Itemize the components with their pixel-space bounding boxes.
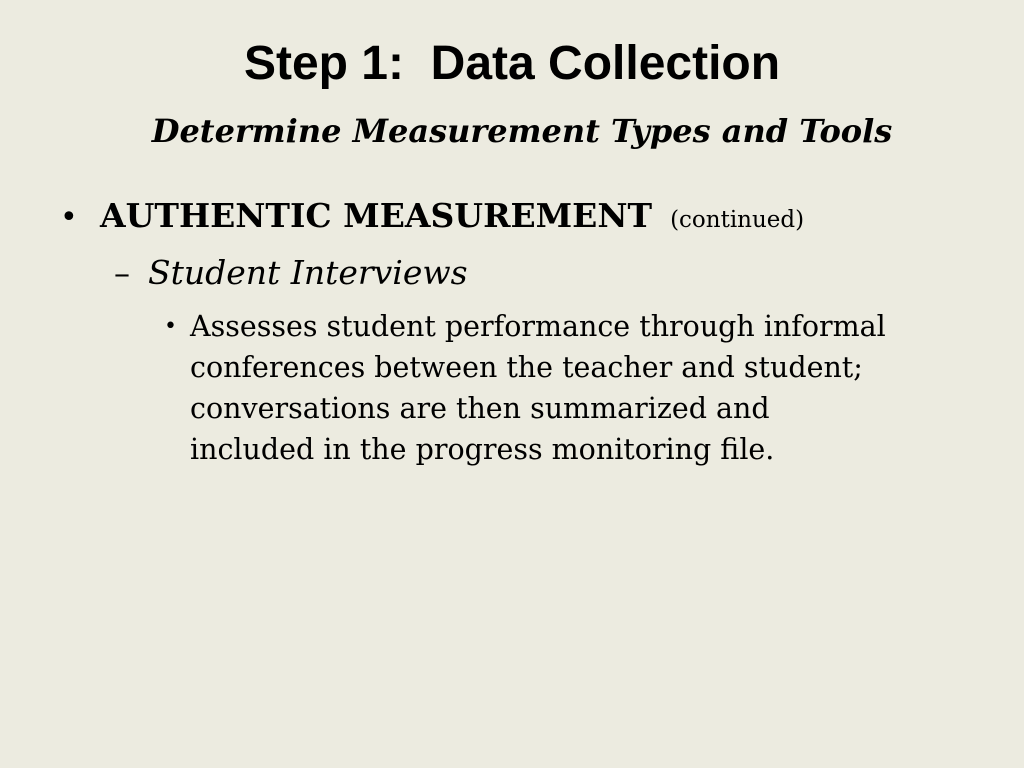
bullet-heading: AUTHENTIC MEASUREMENT <box>100 196 653 235</box>
bullet-authentic-measurement <box>60 194 980 238</box>
slide-subtitle: Determine Measurement Types and Tools <box>151 112 893 150</box>
subbullet-heading: Student Interviews <box>148 253 468 292</box>
detail-text: Assesses student performance through informal conferences between the teacher and student; conversations are then summarized and included in the progress monitoring file. <box>190 310 886 466</box>
slide-title: Step 1: Data Collection <box>243 37 781 90</box>
subbullet-student-interviews <box>114 250 974 296</box>
bullet-continued-note: (continued) <box>670 207 805 233</box>
bullet-marker-small: • <box>164 314 177 339</box>
detail-point <box>164 306 904 470</box>
dash-marker: – <box>114 254 130 292</box>
bullet-marker: • <box>60 200 78 235</box>
